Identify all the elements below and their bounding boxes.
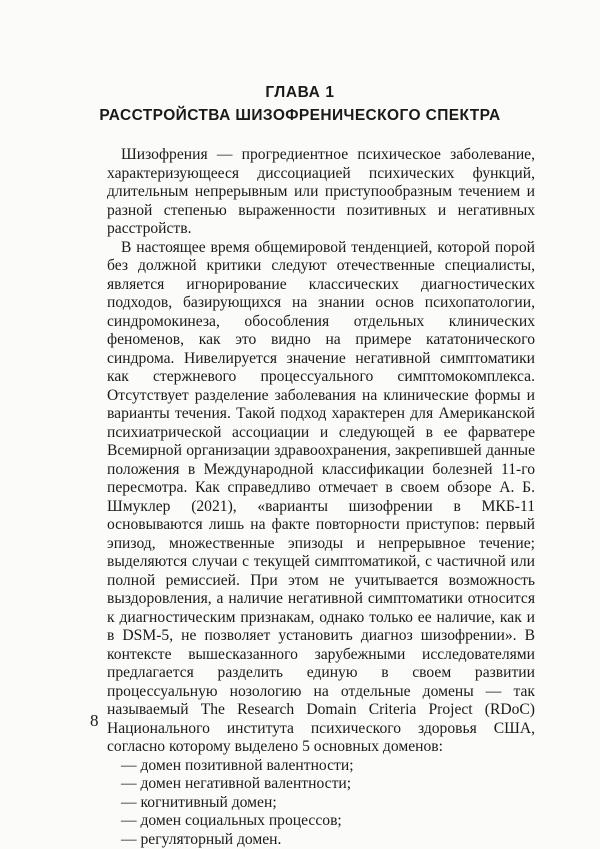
chapter-title: РАССТРОЙСТВА ШИЗОФРЕНИЧЕСКОГО СПЕКТРА bbox=[0, 107, 600, 125]
domain-list-item: — домен негативной валентности; bbox=[107, 775, 535, 794]
domain-list bbox=[107, 757, 535, 849]
chapter-label: ГЛАВА 1 bbox=[0, 84, 600, 102]
domain-list-item: — регуляторный домен. bbox=[107, 831, 535, 849]
domain-list-item: — когнитивный домен; bbox=[107, 794, 535, 813]
chapter-body bbox=[107, 146, 535, 849]
page-number: 8 bbox=[90, 711, 99, 731]
paragraph-modern-trends: В настоящее время общемировой тенденцией, которой порой без должной критики следуют отечественные специалисты, является игнорирование классических диагностических подходов, базирующихся на знании основ психопатологии, синдромокинеза, обособления отдельных клинических феноменов, как это видно на примере кататонического синдрома. Нивелируется значение негативной симптоматики как стержневого процессуального симптомокомплекса. Отсутствует разделение заболевания на клинические формы и варианты течения. Такой подход характерен для Американской психиатрической ассоциации и следующей в ее фарватере Всемирной организации здравоохранения, закрепившей данные положения в Международной классификации болезней 11-го пересмотра. Как справедливо отмечает в своем обзоре А. Б. Шмуклер (2021), «варианты шизофрении в МКБ-11 основываются лишь на факте повторности приступов: первый эпизод, множественные эпизоды и непрерывное течение; выделяются случаи с текущей симптоматикой, с частичной или полной ремиссией. При этом не учитывается возможность выздоровления, а наличие негативной симптоматики относится к диагностическим признакам, однако только ее наличие, как и в DSM-5, не позволяет установить диагноз шизофрении». В контексте вышесказанного зарубежными исследователями предлагается разделить единую в своем развитии процессуальную нозологию на отдельные домены — так называемый The Research Domain Criteria Project (RDoC) Национального института психического здоровья США, согласно которому выделено 5 основных доменов: bbox=[107, 239, 535, 757]
paragraph-definition: Шизофрения — прогредиентное психическое заболевание, характеризующееся диссоциацией психических функций, длительным непрерывным или приступообразным течением и разной степенью выраженности позитивных и негативных расстройств. bbox=[107, 146, 535, 239]
domain-list-item: — домен позитивной валентности; bbox=[107, 757, 535, 776]
domain-list-item: — домен социальных процессов; bbox=[107, 812, 535, 831]
